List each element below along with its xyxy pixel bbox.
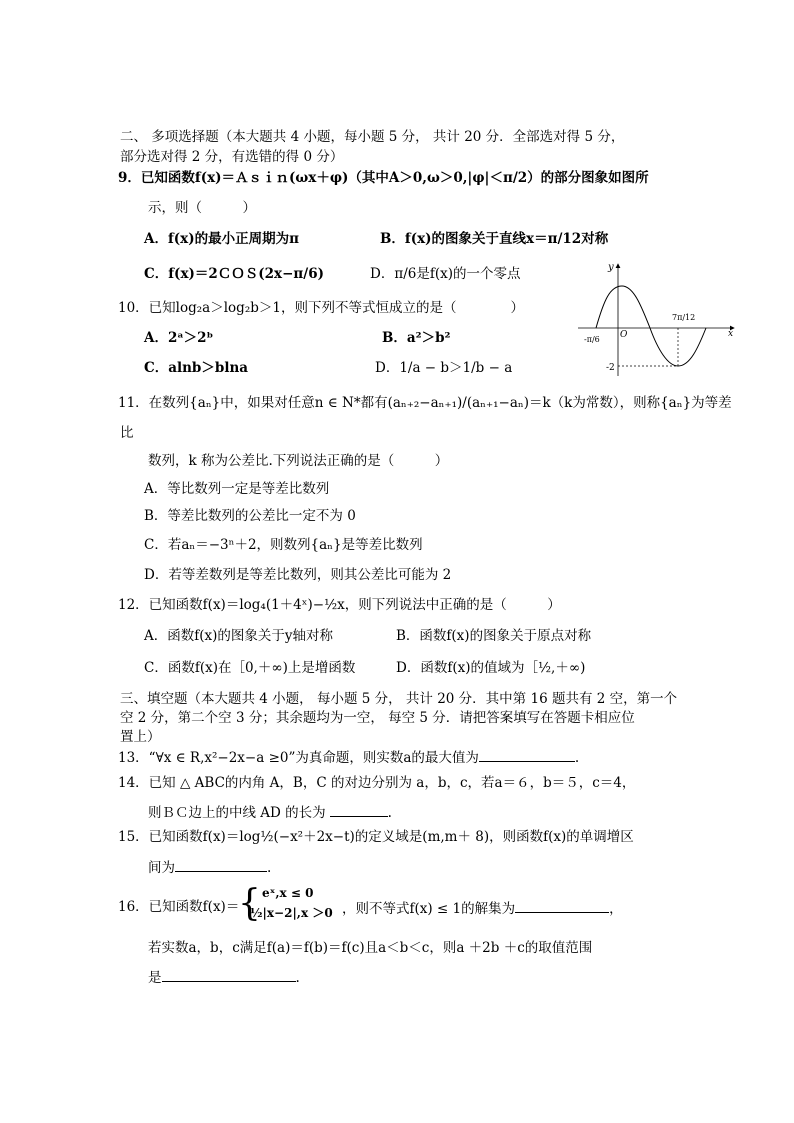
q12-option-a: A．函数f(x)的图象关于y轴对称	[144, 628, 334, 644]
q15-stem-line2: 间为	[148, 860, 175, 876]
y-axis-label: y	[608, 262, 614, 273]
q13-answer-blank[interactable]	[479, 747, 575, 762]
q12-option-b: B．函数f(x)的图象关于原点对称	[396, 628, 592, 644]
q10-stem: 10．已知log₂a＞log₂b＞1，则下列不等式恒成立的是（ ）	[118, 300, 524, 316]
q11-stem-line3: 数列，k 称为公差比.下列说法正确的是（ ）	[148, 453, 449, 469]
section3-header-line2: 空 2 分，第二个空 3 分；其余题均为一空， 每空 5 分．请把答案填写在答题卡相应位	[120, 710, 635, 726]
q10-option-d: D．1/a − b＞1/b − a	[375, 360, 513, 376]
q16-end: .	[295, 970, 300, 986]
q16-answer-blank-2[interactable]	[162, 967, 296, 982]
q12-option-c: C．函数f(x)在［0,＋∞)上是增函数	[144, 660, 356, 676]
section2-header-line1: 二、 多项选择题（本大题共 4 小题，每小题 5 分， 共计 20 分．全部选对得 5 分，	[120, 129, 625, 145]
q10-option-c: C．alnb＞blna	[144, 360, 249, 376]
q15-answer-blank[interactable]	[175, 857, 267, 872]
q16-line1-tail	[342, 898, 623, 918]
q9-option-c: C．f(x)＝2ＣＯＳ(2x−π/6)	[144, 266, 325, 282]
q10-option-a: A．2ᵃ＞2ᵇ	[144, 330, 214, 346]
q9-stem-line1: 9．已知函数f(x)＝Ａｓｉｎ(ωx＋φ)（其中A＞0,ω＞0,|φ|＜π/2）的部分图象如图所	[118, 170, 649, 186]
q9-stem-line2: 示，则（ ）	[148, 200, 256, 216]
origin-label: O	[620, 330, 628, 340]
q16-case-1: eˣ,x ≤ 0	[262, 886, 314, 900]
q16-comma: ，	[609, 901, 623, 917]
q12-option-d: D．函数f(x)的值域为［½,＋∞)	[396, 660, 586, 676]
x-axis-label: x	[728, 329, 734, 339]
q9-option-d: D．π/6是f(x)的一个零点	[370, 266, 521, 282]
q11-option-c: C．若aₙ＝−3ⁿ＋2，则数列{aₙ}是等差比数列	[144, 537, 423, 553]
q16-stem-line2: 若实数a，b，c满足f(a)＝f(b)＝f(c)且a＜b＜c，则a ＋2b ＋c的取值范围	[148, 940, 593, 956]
q13-end: .	[574, 750, 580, 766]
q13-line	[118, 747, 579, 767]
q11-stem-line2: 比	[120, 425, 134, 441]
q14-stem-line1: 14．已知 △ ABC的内角 A，B，C 的对边分别为 a，b，c，若a＝６，b＝５，c＝4，	[118, 775, 636, 791]
neg-tick-label: -π/6	[584, 335, 600, 344]
q15-end: .	[267, 860, 272, 876]
q9-option-b: B．f(x)的图象关于直线x＝π/12对称	[380, 231, 609, 247]
q11-option-b: B．等差比数列的公差比一定不为 0	[144, 508, 356, 524]
q15-line2	[148, 857, 271, 877]
q9-option-a: A．f(x)的最小正周期为π	[144, 231, 299, 247]
q16-case-2: ½|x−2|,x ＞0	[250, 906, 333, 920]
min-value-label: -2	[606, 363, 615, 373]
pos-tick-label: 7π/12	[672, 313, 696, 322]
q11-stem-line1: 11．在数列{aₙ}中，如果对任意n ∈ N*都有(aₙ₊₂−aₙ₊₁)/(aₙ₊₁−aₙ)＝k（k为常数），则称{aₙ}为等差	[118, 395, 732, 411]
q13-stem: 13．“∀x ∈ R,x²−2x−a ≥0”为真命题，则实数a的最大值为	[118, 750, 479, 766]
q16-lead: 16．已知函数f(x)＝	[118, 899, 240, 915]
q9-function-graph	[578, 258, 738, 378]
q11-option-d: D．若等差数列是等差比数列，则其公差比可能为 2	[144, 567, 452, 583]
section3-header-line3: 置上）	[120, 729, 161, 745]
q11-option-a: A．等比数列一定是等差比数列	[144, 481, 330, 497]
q12-stem: 12．已知函数f(x)＝log₄(1＋4ˣ)−½x，则下列说法中正确的是（ ）	[118, 597, 561, 613]
section3-header-line1: 三、填空题（本大题共 4 小题， 每小题 5 分， 共计 20 分．其中第 16 题共有 2 空，第一个	[120, 691, 678, 707]
q16-brace: {	[238, 883, 261, 924]
q14-stem-line2: 则ＢＣ边上的中线 AD 的长为	[148, 805, 326, 821]
q14-end: .	[387, 805, 392, 821]
q14-line2	[148, 802, 392, 822]
section2-header-line2: 部分选对得 2 分，有选错的得 0 分）	[120, 149, 344, 165]
q16-mid: ，则不等式f(x) ≤ 1的解集为	[342, 901, 516, 917]
q10-option-b: B．a²＞b²	[382, 330, 451, 346]
q14-answer-blank[interactable]	[330, 802, 388, 817]
q15-stem-line1: 15．已知函数f(x)＝log½(−x²＋2x−t)的定义域是(m,m＋ 8)，则函数f(x)的单调增区	[118, 829, 634, 845]
sine-curve	[596, 286, 706, 366]
q16-stem-line3: 是	[148, 970, 162, 986]
q16-line3	[148, 967, 300, 987]
q16-answer-blank-1[interactable]	[515, 898, 609, 913]
